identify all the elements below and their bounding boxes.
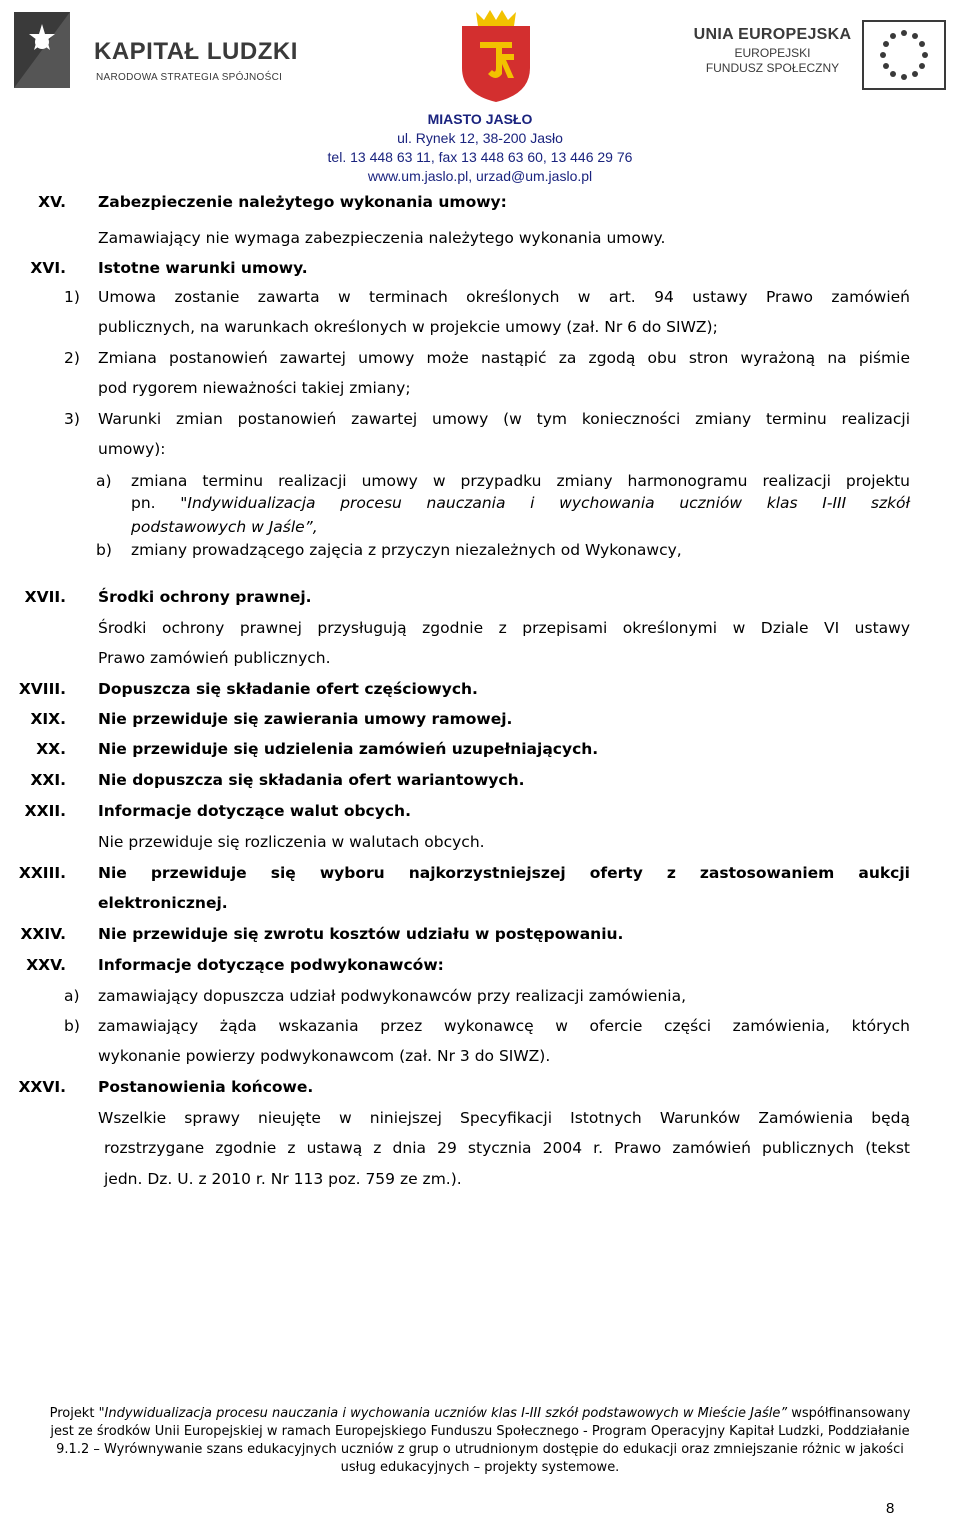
section-number: XV. (38, 193, 66, 211)
section-xxvi-text: Wszelkie sprawy nieujęte w niniejszej Specyfikacji Istotnych Warunków Zamówienia będą (98, 1109, 910, 1127)
section-number: XVI. (30, 259, 66, 277)
footer-line-3: 9.1.2 – Wyrównywanie szans edukacyjnych uczniów z grup o utrudnionym dostępie do edukacji oraz zmniejszanie różnic w jakości (56, 1442, 904, 1457)
section-title: Postanowienia końcowe. (98, 1078, 314, 1096)
section-xxii-text: Nie przewiduje się rozliczenia w walutach obcych. (98, 833, 485, 851)
item-text: zamawiający żąda wskazania przez wykonawcę w ofercie części zamówienia, których (98, 1017, 910, 1035)
city-phones: tel. 13 448 63 11, fax 13 448 63 60, 13 446 29 76 (327, 149, 633, 165)
section-title: Nie przewiduje się wyboru najkorzystniejszej oferty z zastosowaniem aukcji (98, 864, 910, 882)
city-header (0, 110, 960, 186)
project-name: "Indywidualizacja procesu nauczania i wychowania uczniów klas I-III szkół (180, 494, 910, 512)
item-letter: a) (64, 987, 80, 1005)
city-address: ul. Rynek 12, 38-200 Jasło (397, 130, 563, 146)
ue-subtitle-2: FUNDUSZ SPOŁECZNY (705, 61, 840, 75)
section-title: Zabezpieczenie należytego wykonania umowy: (98, 193, 507, 211)
footer-line-2: jest ze środków Unii Europejskiej w ramach Europejskiego Funduszu Społecznego - Program Operacyjny Kapitał Ludzki, Poddziałanie (50, 1424, 910, 1439)
item-text-cont: wykonanie powierzy podwykonawcom (zał. Nr 3 do SIWZ). (98, 1047, 551, 1065)
section-number: XX. (36, 740, 66, 758)
item-number: 3) (64, 410, 80, 428)
city-name: MIASTO JASŁO (427, 111, 533, 127)
kapital-ludzki-logo (12, 10, 298, 90)
section-title: Środki ochrony prawnej. (98, 588, 312, 606)
section-xxvi-text-end: jedn. Dz. U. z 2010 r. Nr 113 poz. 759 ze zm.). (104, 1170, 462, 1188)
kapital-ludzki-title: KAPITAŁ LUDZKI (94, 38, 298, 65)
item-number: 1) (64, 288, 80, 306)
section-title: Informacje dotyczące walut obcych. (98, 802, 411, 820)
section-title: Informacje dotyczące podwykonawców: (98, 956, 444, 974)
item-number: 2) (64, 349, 80, 367)
ue-title: UNIA EUROPEJSKA (693, 26, 852, 43)
jaslo-coat-of-arms-icon (456, 8, 536, 104)
item-text-prefix: pn. (131, 494, 156, 512)
unia-europejska-logo (690, 20, 950, 90)
kapital-ludzki-emblem-icon (12, 10, 72, 90)
ue-subtitle-1: EUROPEJSKI (734, 46, 811, 60)
item-letter: a) (96, 472, 112, 490)
footer-text: Projekt (49, 1406, 99, 1421)
footer-line-4: usług edukacyjnych – projekty systemowe. (340, 1460, 620, 1475)
item-letter: b) (96, 541, 112, 559)
item-text: Zmiana postanowień zawartej umowy może nastąpić za zgodą obu stron wyrażoną na piśmie (98, 349, 910, 367)
section-xvii-text-cont: Prawo zamówień publicznych. (98, 649, 331, 667)
page-number: 8 (886, 1500, 895, 1517)
section-title-cont: elektronicznej. (98, 894, 228, 912)
item-text: Umowa zostanie zawarta w terminach określonych w art. 94 ustawy Prawo zamówień (98, 288, 910, 306)
section-number: XXV. (26, 956, 66, 974)
section-title: Nie przewiduje się zwrotu kosztów udziału w postępowaniu. (98, 925, 624, 943)
footer-line-1 (0, 1405, 960, 1423)
footer-text: współfinansowany (787, 1406, 911, 1421)
section-xv-text: Zamawiający nie wymaga zabezpieczenia należytego wykonania umowy. (98, 229, 666, 247)
item-text-cont: umowy): (98, 440, 166, 458)
item-text: Warunki zmian postanowień zawartej umowy (w tym konieczności zmiany terminu realizacji (98, 410, 910, 428)
section-title: Dopuszcza się składanie ofert częściowych. (98, 680, 478, 698)
section-xvii-text: Środki ochrony prawnej przysługują zgodnie z przepisami określonymi w Dziale VI ustawy (98, 619, 910, 637)
project-name-cont: podstawowych w Jaśle”, (131, 518, 318, 536)
section-number: XXI. (30, 771, 66, 789)
section-number: XXIV. (20, 925, 66, 943)
item-text-cont (131, 494, 910, 512)
section-number: XIX. (30, 710, 66, 728)
item-text-cont: publicznych, na warunkach określonych w projekcie umowy (zał. Nr 6 do SIWZ); (98, 318, 718, 336)
item-text-cont: pod rygorem nieważności takiej zmiany; (98, 379, 411, 397)
kapital-ludzki-subtitle: NARODOWA STRATEGIA SPÓJNOŚCI (96, 72, 283, 83)
item-letter: b) (64, 1017, 80, 1035)
item-text: zamawiający dopuszcza udział podwykonawców przy realizacji zamówienia, (98, 987, 686, 1005)
section-number: XXIII. (18, 864, 66, 882)
section-number: XVIII. (18, 680, 66, 698)
section-number: XXVI. (18, 1078, 66, 1096)
section-xxvi-text-cont: rozstrzygane zgodnie z ustawą z dnia 29 stycznia 2004 r. Prawo zamówień publicznych (tekst (104, 1139, 910, 1157)
footer-project-name: "Indywidualizacja procesu nauczania i wychowania uczniów klas I-III szkół podstawowych w Mieście Jaśle” (98, 1406, 788, 1421)
section-title: Istotne warunki umowy. (98, 259, 308, 277)
section-title: Nie przewiduje się udzielenia zamówień uzupełniających. (98, 740, 599, 758)
item-text: zmiany prowadzącego zajęcia z przyczyn niezależnych od Wykonawcy, (131, 541, 682, 559)
page-footer (0, 1405, 960, 1477)
item-text: zmiana terminu realizacji umowy w przypadku zmiany harmonogramu realizacji projektu (131, 472, 910, 490)
section-number: XXII. (24, 802, 66, 820)
section-number: XVII. (24, 588, 66, 606)
section-title: Nie dopuszcza się składania ofert wariantowych. (98, 771, 525, 789)
eu-flag-icon (862, 20, 946, 90)
city-web: www.um.jaslo.pl, urzad@um.jaslo.pl (367, 168, 593, 184)
section-title: Nie przewiduje się zawierania umowy ramowej. (98, 710, 513, 728)
